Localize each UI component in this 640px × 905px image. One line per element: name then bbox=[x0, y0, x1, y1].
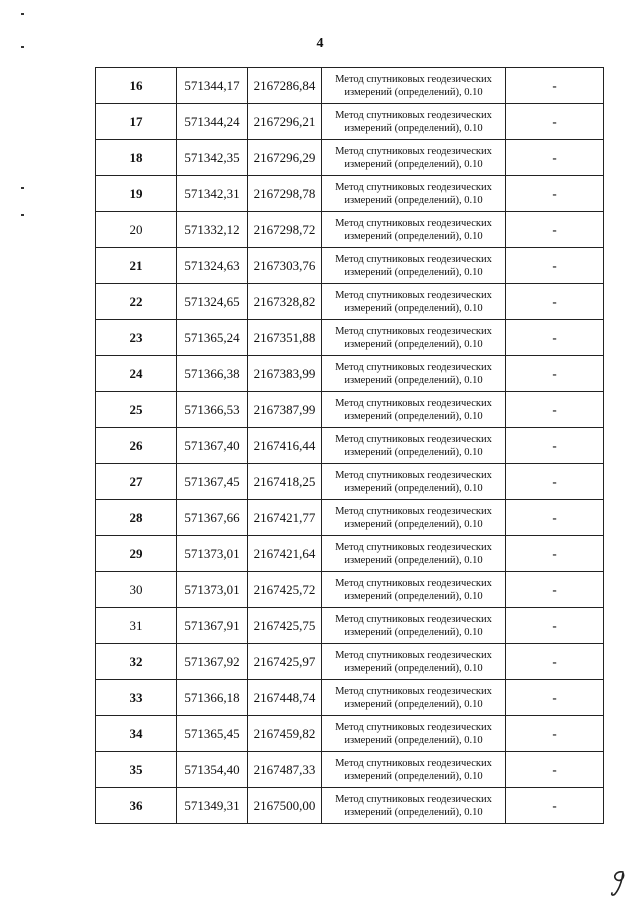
margin-mark bbox=[21, 46, 24, 48]
point-number-cell: 17 bbox=[96, 104, 177, 140]
table-row bbox=[96, 572, 604, 608]
y-coordinate-cell: 2167296,29 bbox=[248, 140, 322, 176]
y-coordinate-cell: 2167328,82 bbox=[248, 284, 322, 320]
description-cell: - bbox=[506, 752, 604, 788]
page-number: 4 bbox=[316, 36, 324, 51]
x-coordinate-cell: 571373,01 bbox=[177, 572, 248, 608]
method-text: измерений (определений), 0.10 bbox=[344, 374, 483, 386]
method-text: Метод спутниковых геодезических bbox=[335, 577, 492, 589]
method-text: измерений (определений), 0.10 bbox=[344, 734, 483, 746]
y-coordinate-cell: 2167286,84 bbox=[248, 68, 322, 104]
description-cell: - bbox=[506, 464, 604, 500]
method-cell bbox=[322, 104, 506, 140]
description-cell: - bbox=[506, 176, 604, 212]
method-text: Метод спутниковых геодезических bbox=[335, 685, 492, 697]
method-text: измерений (определений), 0.10 bbox=[344, 590, 483, 602]
x-coordinate-cell: 571365,45 bbox=[177, 716, 248, 752]
table-row bbox=[96, 428, 604, 464]
description-cell: - bbox=[506, 68, 604, 104]
description-cell: - bbox=[506, 212, 604, 248]
x-coordinate-cell: 571365,24 bbox=[177, 320, 248, 356]
table-row bbox=[96, 536, 604, 572]
method-text: измерений (определений), 0.10 bbox=[344, 230, 483, 242]
description-cell: - bbox=[506, 284, 604, 320]
method-cell bbox=[322, 752, 506, 788]
table-row bbox=[96, 104, 604, 140]
table-row bbox=[96, 608, 604, 644]
table-row bbox=[96, 716, 604, 752]
method-cell bbox=[322, 176, 506, 212]
method-text: Метод спутниковых геодезических bbox=[335, 325, 492, 337]
x-coordinate-cell: 571324,63 bbox=[177, 248, 248, 284]
y-coordinate-cell: 2167383,99 bbox=[248, 356, 322, 392]
table-row bbox=[96, 248, 604, 284]
y-coordinate-cell: 2167303,76 bbox=[248, 248, 322, 284]
method-cell bbox=[322, 464, 506, 500]
point-number-cell: 25 bbox=[96, 392, 177, 428]
method-text: измерений (определений), 0.10 bbox=[344, 518, 483, 530]
coordinates-table bbox=[95, 67, 604, 824]
y-coordinate-cell: 2167459,82 bbox=[248, 716, 322, 752]
method-cell bbox=[322, 608, 506, 644]
point-number-cell: 24 bbox=[96, 356, 177, 392]
point-number-cell: 19 bbox=[96, 176, 177, 212]
method-cell bbox=[322, 644, 506, 680]
method-text: измерений (определений), 0.10 bbox=[344, 446, 483, 458]
description-cell: - bbox=[506, 356, 604, 392]
table-row bbox=[96, 788, 604, 824]
y-coordinate-cell: 2167298,72 bbox=[248, 212, 322, 248]
method-text: измерений (определений), 0.10 bbox=[344, 302, 483, 314]
table-row bbox=[96, 140, 604, 176]
method-text: Метод спутниковых геодезических bbox=[335, 757, 492, 769]
point-number-cell: 36 bbox=[96, 788, 177, 824]
y-coordinate-cell: 2167421,64 bbox=[248, 536, 322, 572]
method-cell bbox=[322, 248, 506, 284]
point-number-cell: 30 bbox=[96, 572, 177, 608]
description-cell: - bbox=[506, 140, 604, 176]
method-cell bbox=[322, 140, 506, 176]
x-coordinate-cell: 571354,40 bbox=[177, 752, 248, 788]
x-coordinate-cell: 571367,45 bbox=[177, 464, 248, 500]
method-text: Метод спутниковых геодезических bbox=[335, 289, 492, 301]
y-coordinate-cell: 2167387,99 bbox=[248, 392, 322, 428]
method-cell bbox=[322, 572, 506, 608]
method-text: Метод спутниковых геодезических bbox=[335, 793, 492, 805]
x-coordinate-cell: 571373,01 bbox=[177, 536, 248, 572]
x-coordinate-cell: 571324,65 bbox=[177, 284, 248, 320]
description-cell: - bbox=[506, 680, 604, 716]
method-text: Метод спутниковых геодезических bbox=[335, 649, 492, 661]
method-cell bbox=[322, 428, 506, 464]
point-number-cell: 29 bbox=[96, 536, 177, 572]
method-text: измерений (определений), 0.10 bbox=[344, 158, 483, 170]
y-coordinate-cell: 2167425,75 bbox=[248, 608, 322, 644]
x-coordinate-cell: 571367,66 bbox=[177, 500, 248, 536]
point-number-cell: 23 bbox=[96, 320, 177, 356]
point-number-cell: 21 bbox=[96, 248, 177, 284]
x-coordinate-cell: 571342,31 bbox=[177, 176, 248, 212]
handwritten-mark bbox=[608, 868, 630, 898]
table-row bbox=[96, 68, 604, 104]
method-text: Метод спутниковых геодезических bbox=[335, 361, 492, 373]
table-row bbox=[96, 500, 604, 536]
method-text: измерений (определений), 0.10 bbox=[344, 662, 483, 674]
method-cell bbox=[322, 284, 506, 320]
x-coordinate-cell: 571344,24 bbox=[177, 104, 248, 140]
method-text: измерений (определений), 0.10 bbox=[344, 86, 483, 98]
x-coordinate-cell: 571367,40 bbox=[177, 428, 248, 464]
table-row bbox=[96, 356, 604, 392]
description-cell: - bbox=[506, 392, 604, 428]
method-text: измерений (определений), 0.10 bbox=[344, 338, 483, 350]
margin-mark bbox=[21, 187, 24, 189]
y-coordinate-cell: 2167298,78 bbox=[248, 176, 322, 212]
method-cell bbox=[322, 320, 506, 356]
method-text: Метод спутниковых геодезических bbox=[335, 613, 492, 625]
point-number-cell: 33 bbox=[96, 680, 177, 716]
x-coordinate-cell: 571366,53 bbox=[177, 392, 248, 428]
method-cell bbox=[322, 680, 506, 716]
x-coordinate-cell: 571367,91 bbox=[177, 608, 248, 644]
method-cell bbox=[322, 788, 506, 824]
method-text: Метод спутниковых геодезических bbox=[335, 73, 492, 85]
point-number-cell: 28 bbox=[96, 500, 177, 536]
point-number-cell: 22 bbox=[96, 284, 177, 320]
table-row bbox=[96, 680, 604, 716]
method-text: Метод спутниковых геодезических bbox=[335, 721, 492, 733]
method-text: Метод спутниковых геодезических bbox=[335, 541, 492, 553]
method-text: Метод спутниковых геодезических bbox=[335, 469, 492, 481]
table-row bbox=[96, 752, 604, 788]
table-row bbox=[96, 644, 604, 680]
table-row bbox=[96, 464, 604, 500]
x-coordinate-cell: 571342,35 bbox=[177, 140, 248, 176]
point-number-cell: 34 bbox=[96, 716, 177, 752]
description-cell: - bbox=[506, 500, 604, 536]
y-coordinate-cell: 2167421,77 bbox=[248, 500, 322, 536]
method-cell bbox=[322, 356, 506, 392]
y-coordinate-cell: 2167500,00 bbox=[248, 788, 322, 824]
point-number-cell: 16 bbox=[96, 68, 177, 104]
description-cell: - bbox=[506, 644, 604, 680]
description-cell: - bbox=[506, 608, 604, 644]
point-number-cell: 35 bbox=[96, 752, 177, 788]
method-text: Метод спутниковых геодезических bbox=[335, 217, 492, 229]
table-row bbox=[96, 176, 604, 212]
x-coordinate-cell: 571366,18 bbox=[177, 680, 248, 716]
table-row bbox=[96, 392, 604, 428]
description-cell: - bbox=[506, 248, 604, 284]
y-coordinate-cell: 2167425,97 bbox=[248, 644, 322, 680]
method-text: измерений (определений), 0.10 bbox=[344, 122, 483, 134]
method-text: измерений (определений), 0.10 bbox=[344, 806, 483, 818]
description-cell: - bbox=[506, 788, 604, 824]
method-text: измерений (определений), 0.10 bbox=[344, 698, 483, 710]
method-text: Метод спутниковых геодезических bbox=[335, 433, 492, 445]
x-coordinate-cell: 571344,17 bbox=[177, 68, 248, 104]
method-text: Метод спутниковых геодезических bbox=[335, 505, 492, 517]
description-cell: - bbox=[506, 104, 604, 140]
method-text: измерений (определений), 0.10 bbox=[344, 482, 483, 494]
margin-mark bbox=[21, 214, 24, 216]
table-row bbox=[96, 284, 604, 320]
table-row bbox=[96, 212, 604, 248]
method-text: Метод спутниковых геодезических bbox=[335, 109, 492, 121]
x-coordinate-cell: 571367,92 bbox=[177, 644, 248, 680]
description-cell: - bbox=[506, 428, 604, 464]
description-cell: - bbox=[506, 572, 604, 608]
method-text: измерений (определений), 0.10 bbox=[344, 770, 483, 782]
y-coordinate-cell: 2167448,74 bbox=[248, 680, 322, 716]
description-cell: - bbox=[506, 716, 604, 752]
description-cell: - bbox=[506, 320, 604, 356]
description-cell: - bbox=[506, 536, 604, 572]
method-cell bbox=[322, 716, 506, 752]
method-text: Метод спутниковых геодезических bbox=[335, 145, 492, 157]
method-cell bbox=[322, 68, 506, 104]
method-text: Метод спутниковых геодезических bbox=[335, 253, 492, 265]
point-number-cell: 32 bbox=[96, 644, 177, 680]
method-text: измерений (определений), 0.10 bbox=[344, 410, 483, 422]
point-number-cell: 18 bbox=[96, 140, 177, 176]
table-row bbox=[96, 320, 604, 356]
x-coordinate-cell: 571332,12 bbox=[177, 212, 248, 248]
x-coordinate-cell: 571349,31 bbox=[177, 788, 248, 824]
method-text: измерений (определений), 0.10 bbox=[344, 266, 483, 278]
method-text: Метод спутниковых геодезических bbox=[335, 397, 492, 409]
point-number-cell: 26 bbox=[96, 428, 177, 464]
method-cell bbox=[322, 536, 506, 572]
method-text: измерений (определений), 0.10 bbox=[344, 194, 483, 206]
method-text: измерений (определений), 0.10 bbox=[344, 626, 483, 638]
y-coordinate-cell: 2167296,21 bbox=[248, 104, 322, 140]
point-number-cell: 20 bbox=[96, 212, 177, 248]
point-number-cell: 27 bbox=[96, 464, 177, 500]
x-coordinate-cell: 571366,38 bbox=[177, 356, 248, 392]
method-cell bbox=[322, 212, 506, 248]
margin-mark bbox=[21, 13, 24, 15]
y-coordinate-cell: 2167416,44 bbox=[248, 428, 322, 464]
y-coordinate-cell: 2167487,33 bbox=[248, 752, 322, 788]
method-cell bbox=[322, 392, 506, 428]
method-text: измерений (определений), 0.10 bbox=[344, 554, 483, 566]
y-coordinate-cell: 2167418,25 bbox=[248, 464, 322, 500]
point-number-cell: 31 bbox=[96, 608, 177, 644]
y-coordinate-cell: 2167351,88 bbox=[248, 320, 322, 356]
method-text: Метод спутниковых геодезических bbox=[335, 181, 492, 193]
y-coordinate-cell: 2167425,72 bbox=[248, 572, 322, 608]
method-cell bbox=[322, 500, 506, 536]
